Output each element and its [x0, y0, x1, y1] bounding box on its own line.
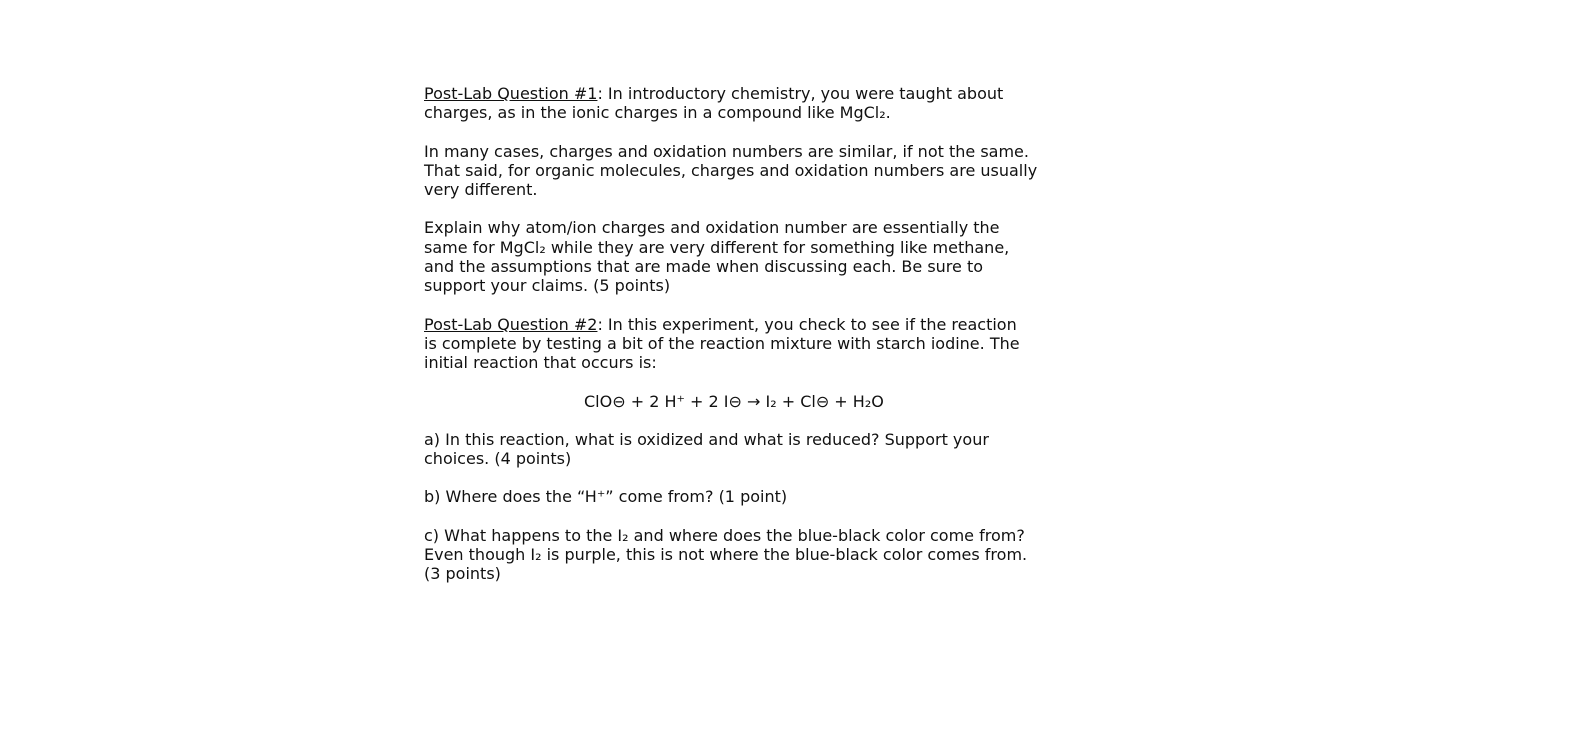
q2-intro-text: : In this experiment, you check to see if the reaction is complete by testing a bit of the reaction mixture with starch iodine. The initial reaction that occurs is: [424, 314, 1020, 373]
q2-intro-paragraph [424, 315, 1044, 373]
q1-paragraph-2: In many cases, charges and oxidation numbers are similar, if not the same. That said, for organic molecules, charges and oxidation numbers are usually very different. [424, 141, 1038, 200]
q2-part-b: b) Where does the “H⁺” come from? (1 point) [424, 487, 788, 507]
q2-part-c: c) What happens to the I₂ and where does the blue-black color come from? Even though I₂ is purple, this is not where the blue-black color comes from. (3 points) [424, 525, 1028, 584]
document-body [424, 84, 1044, 603]
q1-intro-paragraph [424, 84, 1044, 123]
reaction-equation: ClO⊖ + 2 H⁺ + 2 I⊖ → I₂ + Cl⊖ + H₂O [584, 391, 884, 411]
q2-heading: Post-Lab Question #2 [424, 314, 598, 334]
q1-paragraph-3: Explain why atom/ion charges and oxidation number are essentially the same for MgCl₂ while they are very different for something like methane, and the assumptions that are made when discussing each. Be sure to support your claims. (5 points) [424, 218, 1010, 296]
q1-heading: Post-Lab Question #1 [424, 84, 598, 103]
q2-part-a: a) In this reaction, what is oxidized and what is reduced? Support your choices. (4 points) [424, 429, 989, 469]
q1-intro-text: : In introductory chemistry, you were taught about charges, as in the ionic charges in a compound like MgCl₂. [424, 84, 1004, 123]
